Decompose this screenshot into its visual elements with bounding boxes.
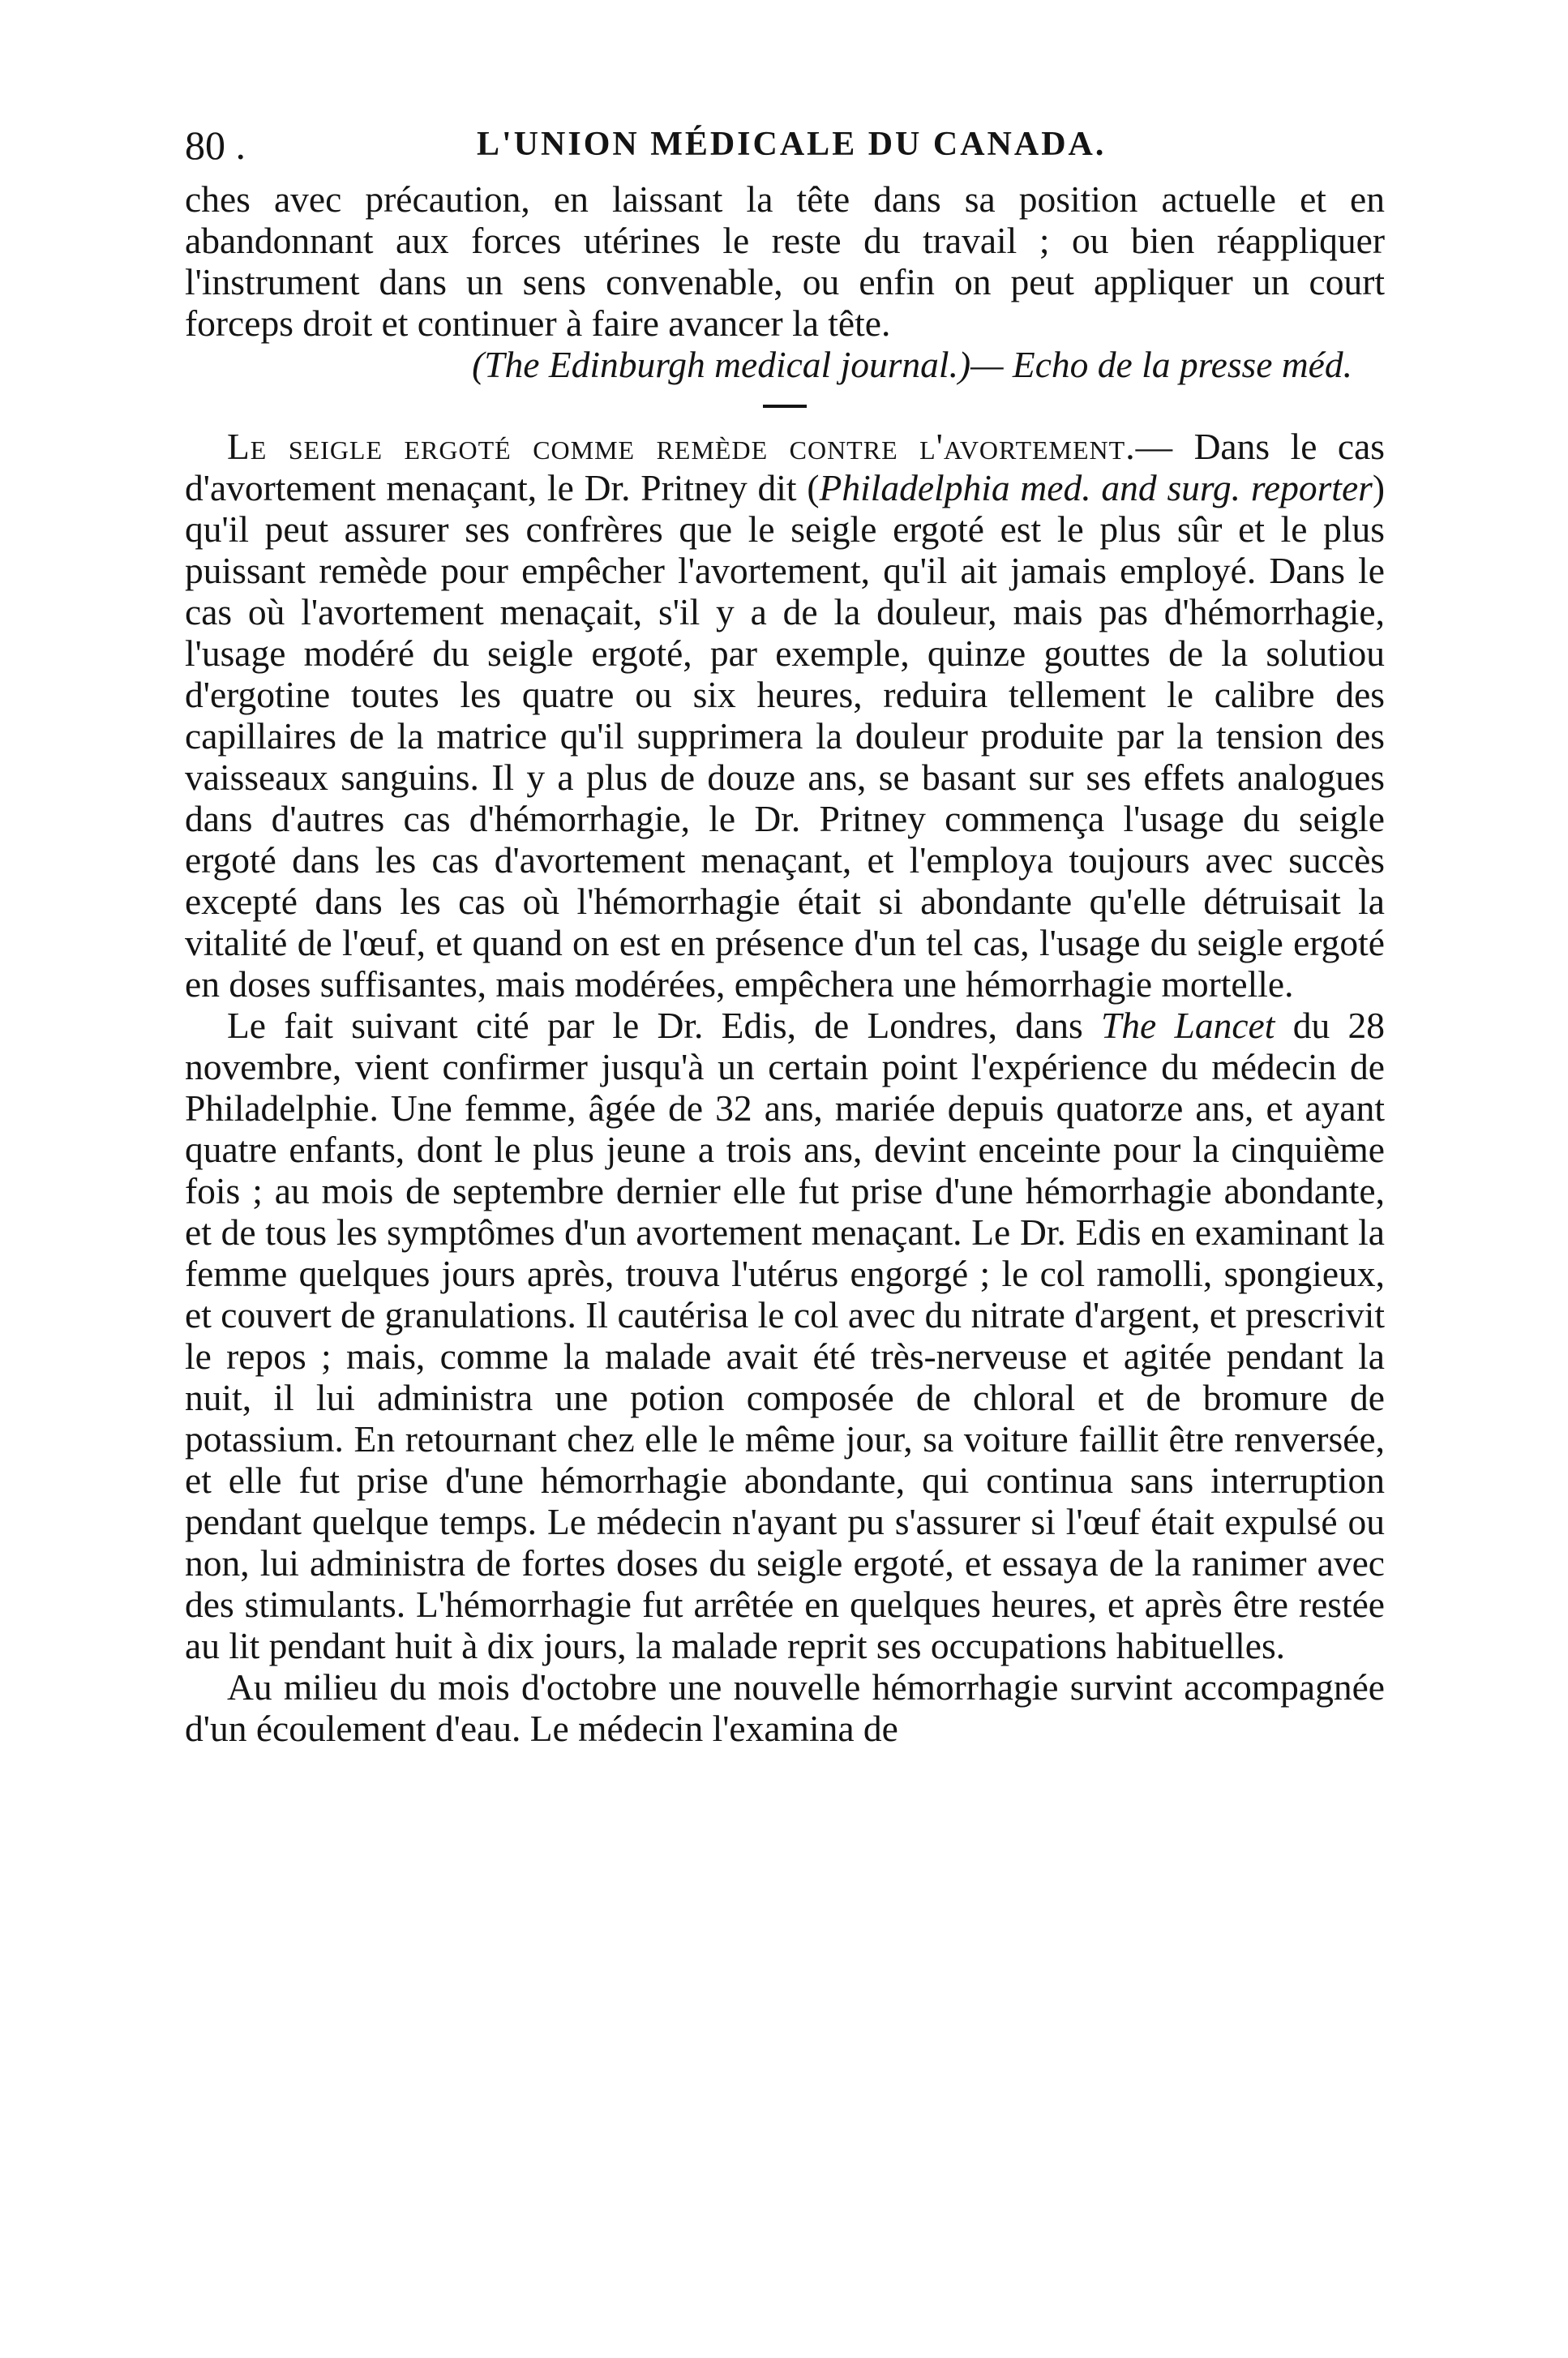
paragraph-october: Au milieu du mois d'octobre une nouvelle hémorrhagie survint accompagnée d'un écoulement d'eau. Le médecin l'examina de [185, 1666, 1385, 1749]
journal-reference: Philadelphia med. and surg. reporter [819, 467, 1373, 508]
paragraph-edis-start: Le fait suivant cité par le Dr. Edis, de Londres, dans [227, 1005, 1101, 1046]
section-heading: Le seigle ergoté comme remède contre l'avortement.— [227, 426, 1174, 467]
section-text-start: Dans le cas d'avortement menaçant, le Dr. Pritney dit ( [185, 426, 1385, 508]
paragraph-edis-end: du 28 novembre, vient confirmer jusqu'à un certain point l'expérience du médecin de Philadelphie. Une femme, âgée de 32 ans, mariée depuis quatorze ans, et ayant quatre enfants, dont le plus jeune a trois ans, devint enceinte pour la cinquième fois ; au mois de septembre dernier elle fut prise d'une hémorrhagie abondante, et de tous les symptômes d'un avortement menaçant. Le Dr. Edis en examinant la femme quelques jours après, trouva l'utérus engorgé ; le col ramolli, spongieux, et couvert de granulations. Il cautérisa le col avec du nitrate d'argent, et prescrivit le repos ; mais, comme la malade avait été très-nerveuse et agitée pendant la nuit, il lui administra une potion composée de chloral et de bromure de potassium. En retournant chez elle le même jour, sa voiture faillit être renversée, et elle fut prise d'une hémorrhagie abondante, qui continua sans interruption pendant quelque temps. Le médecin n'ayant pu s'assurer si l'œuf était expulsé ou non, lui administra de fortes doses du seigle ergoté, et essaya de la ranimer avec des stimulants. L'hémorrhagie fut arrêtée en quelques heures, et après être restée au lit pendant huit à dix jours, la malade reprit ses occupations habituelles. [185, 1005, 1386, 1666]
section-paragraph [185, 426, 1385, 1005]
section-text-end: ) qu'il peut assurer ses confrères que le seigle ergoté est le plus sûr et le plus puissant remède pour empêcher l'avortement, qu'il ait jamais employé. Dans le cas où l'avortement menaçait, s'il y a de la douleur, mais pas d'hémorrhagie, l'usage modéré du seigle ergoté, par exemple, quinze gouttes de la solutiou d'ergotine toutes les quatre ou six heures, reduira tellement le calibre des capillaires de la matrice qu'il supprimera la douleur produite par la tension des vaisseaux sanguins. Il y a plus de douze ans, se basant sur ses effets analogues dans d'autres cas d'hémorrhagie, le Dr. Pritney commença l'usage du seigle ergoté dans les cas d'avortement menaçant, et l'employa toujours avec succès excepté dans les cas où l'hémorrhagie était si abondante qu'elle détruisait la vitalité de l'œuf, et quand on est en présence d'un tel cas, l'usage du seigle ergoté en doses suffisantes, mais modérées, empêchera une hémorrhagie mortelle. [185, 467, 1385, 1005]
paragraph-continuation: ches avec précaution, en laissant la tête dans sa position actuelle et en abandonnant aux forces utérines le reste du travail ; ou bien réappliquer l'instrument dans un sens convenable, ou enfin on peut appliquer un court forceps droit et continuer à faire avancer la tête. [185, 178, 1385, 344]
lancet-reference: The Lancet [1100, 1005, 1275, 1046]
document-page [185, 122, 1385, 1749]
source-citation: (The Edinburgh medical journal.)— Echo de la presse méd. [472, 344, 1352, 385]
page-number: 80 . [185, 122, 246, 168]
paragraph-edis [185, 1005, 1385, 1666]
journal-title: L'UNION MÉDICALE DU CANADA. [477, 126, 1107, 163]
section-divider [763, 405, 807, 408]
running-header [185, 122, 1385, 178]
